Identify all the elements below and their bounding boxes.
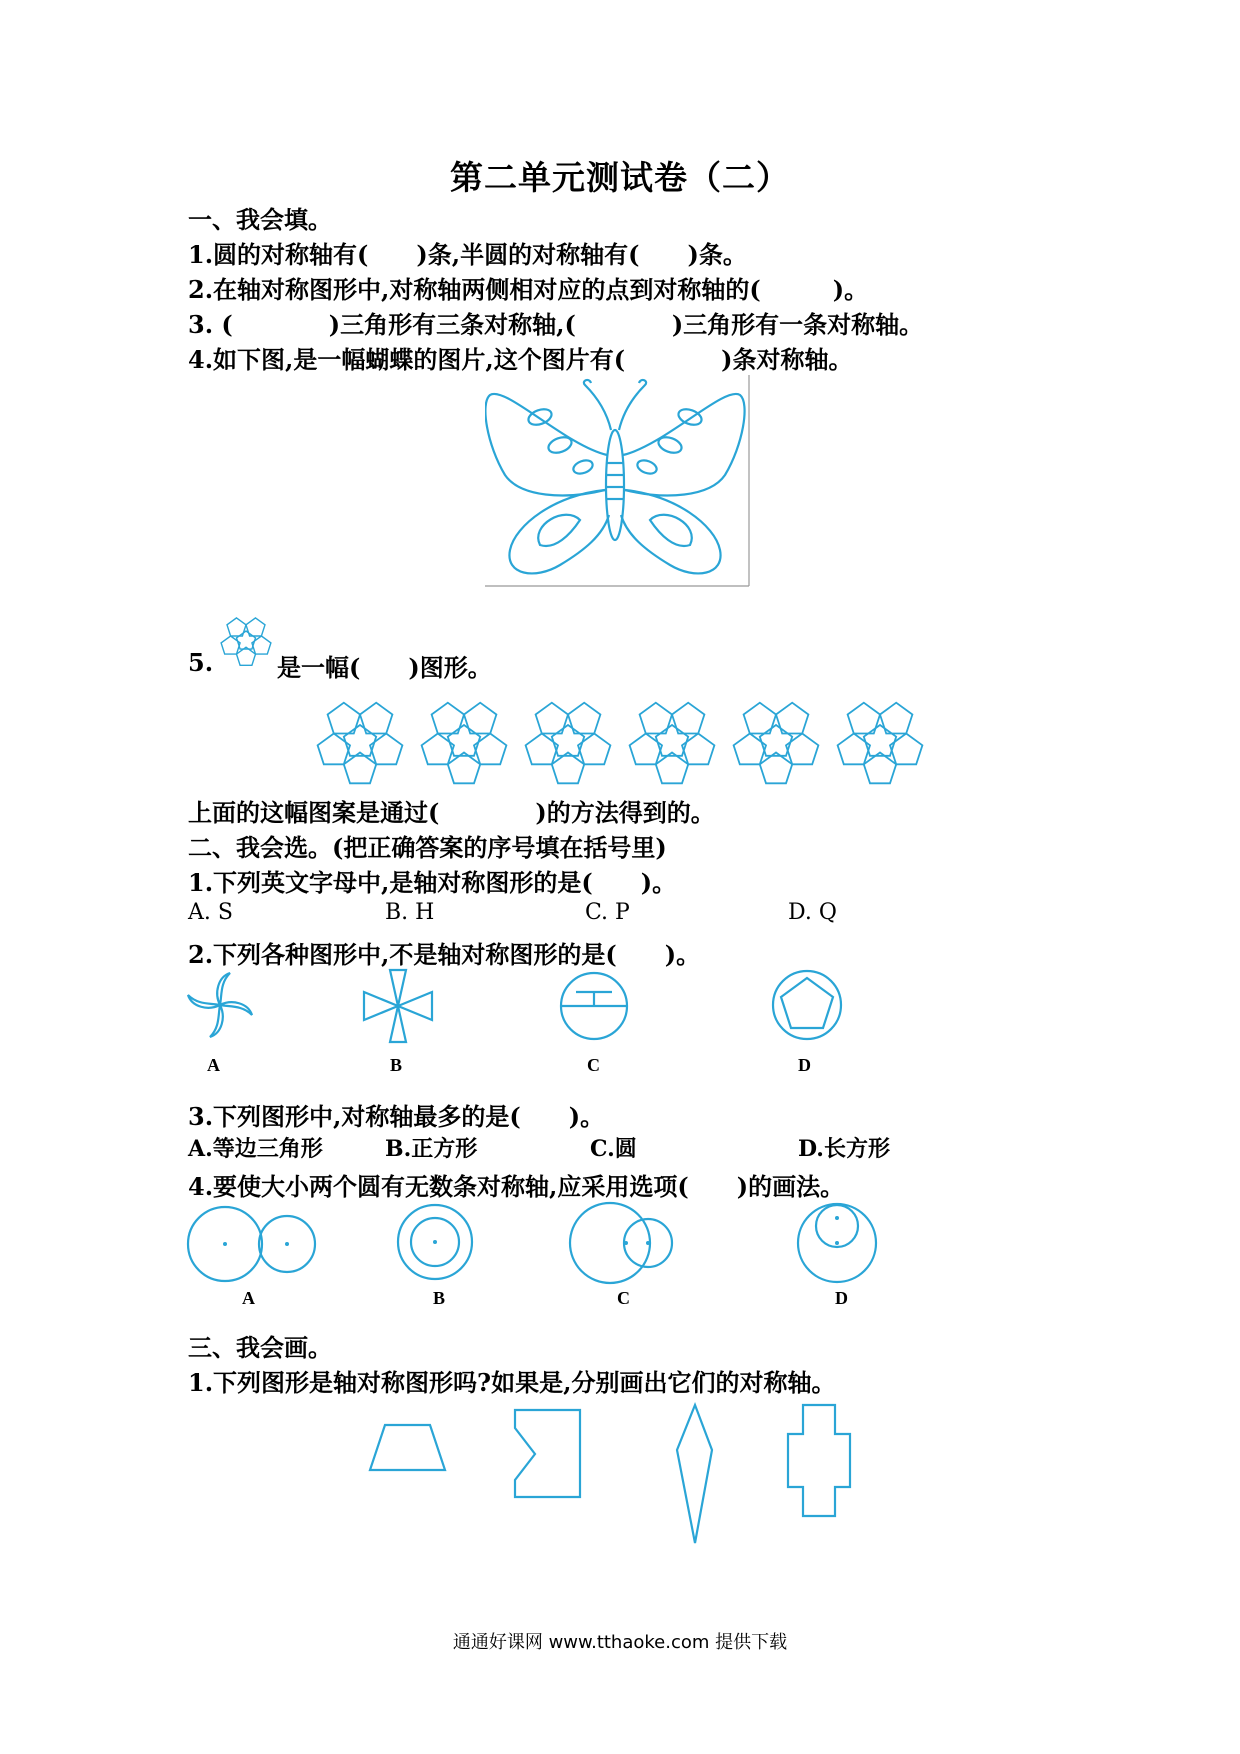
section1-q4: 4.如下图,是一幅蝴蝶的图片,这个图片有( )条对称轴。 [188, 345, 853, 374]
section2-q2-label-b: B [390, 1055, 403, 1075]
section1-q1: 1.圆的对称轴有( )条,半圆的对称轴有( )条。 [188, 240, 747, 269]
section2-q1-option-b: B. H [385, 900, 435, 925]
pinwheel-figure [185, 970, 255, 1040]
circles-option-c-figure [568, 1198, 688, 1288]
section1-q5-after: 上面的这幅图案是通过( )的方法得到的。 [188, 798, 715, 827]
section3-heading: 三、我会画。 [188, 1333, 332, 1362]
draw-axis-figures [365, 1400, 885, 1548]
pentagon-flower [422, 703, 507, 784]
section1-q5-text: 是一幅( )图形。 [277, 653, 492, 682]
footer-text: 通通好课网 www.tthaoke.com 提供下载 [452, 1632, 788, 1653]
pentagon-shape [640, 703, 672, 734]
section2-q2: 2.下列各种图形中,不是轴对称图形的是( )。 [188, 940, 701, 969]
section1-q3: 3. ( )三角形有三条对称轴,( )三角形有一条对称轴。 [188, 310, 924, 339]
pentagon-flower [526, 703, 611, 784]
pentagon-flower [838, 703, 923, 784]
section2-q2-label-a: A [207, 1055, 220, 1075]
pentagon-flower [630, 703, 715, 784]
section1-heading: 一、我会填。 [188, 205, 332, 234]
pentagon-shape [448, 753, 480, 784]
pentagon-shape [848, 703, 880, 734]
pentagon-shape [672, 703, 704, 734]
pentagon-flower [221, 618, 271, 665]
section2-q4-label-d: D [835, 1288, 848, 1308]
butterfly-figure [485, 375, 750, 587]
section2-q4-label-b: B [433, 1288, 446, 1308]
pentagon-shape [328, 703, 360, 734]
section3-q1: 1.下列图形是轴对称图形吗?如果是,分别画出它们的对称轴。 [188, 1368, 836, 1397]
flower-pattern-small [215, 608, 277, 670]
pentagon-shape [776, 703, 808, 734]
pentagon-shape [568, 703, 600, 734]
circle-with-lines-figure [558, 970, 630, 1042]
section2-q1: 1.下列英文字母中,是轴对称图形的是( )。 [188, 868, 677, 897]
bowtie-cross-figure [362, 968, 434, 1044]
bowtie-figure [515, 1410, 580, 1497]
pentagon-flower [734, 703, 819, 784]
section2-q3-option-b: B.正方形 [385, 1136, 478, 1162]
section2-heading: 二、我会选。(把正确答案的序号填在括号里) [188, 833, 667, 862]
circles-option-b-figure [395, 1200, 475, 1285]
diamond-figure [677, 1405, 712, 1543]
pentagon-in-circle-figure [770, 968, 844, 1042]
cross-figure [788, 1405, 850, 1516]
section2-q1-option-a: A. S [188, 900, 233, 925]
section2-q3-option-a: A.等边三角形 [188, 1136, 323, 1162]
circles-option-d-figure [795, 1198, 880, 1288]
section2-q1-option-c: C. P [585, 900, 630, 925]
section2-q3: 3.下列图形中,对称轴最多的是( )。 [188, 1102, 605, 1131]
pentagon-shape [760, 753, 792, 784]
flower-pattern-row [305, 690, 935, 790]
pentagon-shape [744, 703, 776, 734]
pentagon-shape [237, 647, 256, 665]
pentagon-shape [880, 703, 912, 734]
section2-q2-label-c: C [587, 1055, 600, 1075]
trapezoid-figure [370, 1425, 445, 1470]
pentagon-shape [864, 753, 896, 784]
pentagon-shape [464, 703, 496, 734]
page-title: 第二单元测试卷（二） [450, 158, 790, 197]
section2-q2-label-d: D [798, 1055, 811, 1075]
pentagon-shape [656, 753, 688, 784]
section2-q3-option-c: C.圆 [590, 1136, 637, 1162]
section1-q5-number: 5. [188, 648, 214, 677]
section2-q3-option-d: D.长方形 [798, 1136, 890, 1162]
section1-q2: 2.在轴对称图形中,对称轴两侧相对应的点到对称轴的( )。 [188, 275, 869, 304]
section2-q4: 4.要使大小两个圆有无数条对称轴,应采用选项( )的画法。 [188, 1172, 845, 1201]
pentagon-shape [344, 753, 376, 784]
circles-option-a-figure [185, 1200, 320, 1290]
pentagon-shape [536, 703, 568, 734]
section2-q1-option-d: D. Q [788, 900, 837, 925]
pentagon-shape [246, 618, 265, 636]
section2-q4-label-c: C [617, 1288, 630, 1308]
pentagon-shape [552, 753, 584, 784]
section2-q4-label-a: A [242, 1288, 255, 1308]
pentagon-shape [432, 703, 464, 734]
pentagon-shape [227, 618, 246, 636]
pentagon-shape [360, 703, 392, 734]
pentagon-flower [318, 703, 403, 784]
